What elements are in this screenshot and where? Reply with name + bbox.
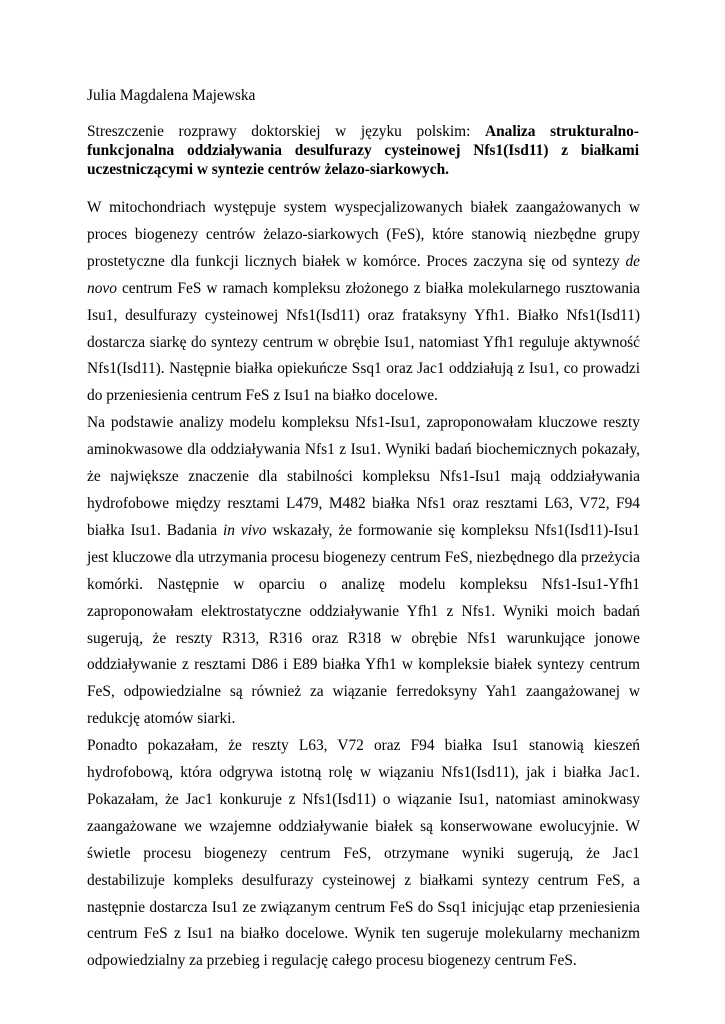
author-name: Julia Magdalena Majewska — [87, 87, 256, 104]
paragraph-1-part-a: W mitochondriach występuje system wyspecjalizowanych białek zaangażowanych w proces biogenezy centrów żelazo-siarkowych (FeS), które stanowią niezbędne grupy prostetyczne dla funkcji licznych białek w komórce. Proces zaczyna się od syntezy — [87, 199, 640, 270]
thesis-title: Analiza strukturalno-funkcjonalna oddziaływania desulfurazy cysteinowej Nfs1(Isd11) z białkami uczestniczącymi w syntezie centrów żelazo-siarkowych. — [87, 123, 639, 178]
summary-heading — [87, 122, 639, 179]
paragraph-1-italic: de novo — [87, 252, 640, 297]
paragraph-2 — [87, 410, 640, 733]
paragraph-2-part-b: wskazały, że formowanie się kompleksu Nfs1(Isd11)-Isu1 jest kluczowe dla utrzymania procesu biogenezy centrum FeS, niezbędnego dla przeżycia komórki. Następnie w oparciu o analizę modelu kompleksu Nfs1-Isu1-Yfh1 zaproponowałam elektrostatyczne oddziaływanie Yfh1 z Nfs1. Wyniki moich badań sugerują, że reszty R313, R316 oraz R318 w obrębie Nfs1 warunkujące jonowe oddziaływanie z resztami D86 i E89 białka Yfh1 w kompleksie białek syntezy centrum FeS, odpowiedzialne są również za wiązanie ferredoksyny Yah1 zaangażowanej w redukcję atomów siarki. — [87, 521, 640, 728]
paragraph-3: Ponadto pokazałam, że reszty L63, V72 oraz F94 białka Isu1 stanowią kieszeń hydrofobową, która odgrywa istotną rolę w wiązaniu Nfs1(Isd11), jak i białka Jac1. Pokazałam, że Jac1 konkuruje z Nfs1(Isd11) o wiązanie Isu1, natomiast aminokwasy zaangażowane we wzajemne oddziaływanie białek są konserwowane ewolucyjnie. W świetle procesu biogenezy centrum FeS, otrzymane wyniki sugerują, że Jac1 destabilizuje kompleks desulfurazy cysteinowej z białkami syntezy centrum FeS, a następnie dostarcza Isu1 ze związanym centrum FeS do Ssq1 inicjując etap przeniesienia centrum FeS z Isu1 na białko docelowe. Wynik ten sugeruje molekularny mechanizm odpowiedzialny za przebieg i regulację całego procesu biogenezy centrum FeS. — [87, 737, 640, 970]
abstract-body — [87, 195, 640, 975]
paragraph-2-part-a: Na podstawie analizy modelu kompleksu Nfs1-Isu1, zaproponowałam kluczowe reszty aminokwasowe dla oddziaływania Nfs1 z Isu1. Wyniki badań biochemicznych pokazały, że największe znaczenie dla stabilności kompleksu Nfs1-Isu1 mają oddziaływania hydrofobowe między resztami L479, M482 białka Nfs1 oraz resztami L63, V72, F94 białka Isu1. Badania — [87, 414, 640, 539]
summary-intro: Streszczenie rozprawy doktorskiej w języku polskim: — [87, 123, 485, 140]
paragraph-2-italic: in vivo — [223, 521, 267, 539]
paragraph-1-part-b: centrum FeS w ramach kompleksu złożonego z białka molekularnego rusztowania Isu1, desulfurazy cysteinowej Nfs1(Isd11) oraz frataksyny Yfh1. Białko Nfs1(Isd11) dostarcza siarkę do syntezy centrum w obrębie Isu1, natomiast Yfh1 reguluje aktywność Nfs1(Isd11). Następnie białka opiekuńcze Ssq1 oraz Jac1 oddziałują z Isu1, co prowadzi do przeniesienia centrum FeS z Isu1 na białko docelowe. — [87, 279, 640, 405]
paragraph-1 — [87, 195, 640, 410]
